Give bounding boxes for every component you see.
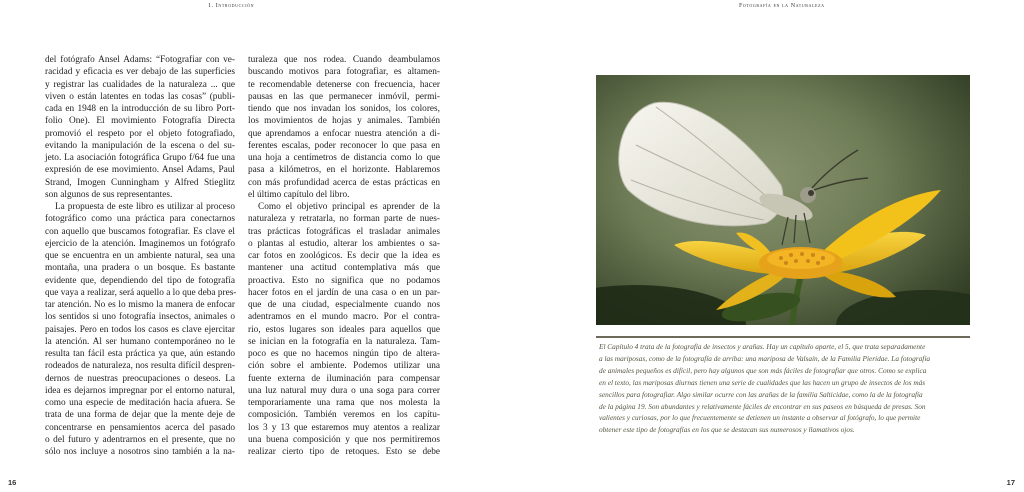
right-page	[512, 0, 1024, 492]
text-line: composición. También veremos en los capítu-	[248, 410, 440, 421]
page-number-right: 17	[1006, 478, 1015, 487]
text-line: ción sobre el ambiente. Podemos utilizar una	[248, 361, 440, 372]
butterfly-photo	[596, 75, 970, 325]
text-line: poco es que no hacemos ningún tipo de altera-	[248, 349, 440, 359]
text-line: la atención. Al ser humano contemporáneo no le	[45, 336, 235, 347]
text-line: turaleza que nos rodea. Cuando deambulamos	[248, 55, 440, 65]
text-line: tar atención. No es lo mismo la manera de enfocar	[45, 300, 235, 310]
running-head-left: 1. Introducción	[208, 3, 255, 9]
text-line: fuente externa de iluminación para compensar	[248, 373, 440, 384]
text-line: mantener una actitud contemplativa más que	[248, 263, 440, 274]
text-line: tiendo que nos invadan los sonidos, los colores,	[248, 104, 440, 114]
text-line: tras prácticas fotográficas el trasladar animales	[248, 226, 440, 237]
text-line: hacer fotos en el jardín de una casa o en un par-	[248, 287, 440, 298]
text-line: resulta tan fácil esta práctica ya que, aún estando	[45, 349, 235, 359]
text-line: temporariamente una rama que nos molesta la	[248, 398, 440, 408]
text-line: montaña, una pradera o un bosque. Es bastante	[45, 263, 235, 274]
text-line: sólo nos incluye a nosotros sino también a la na-	[45, 447, 235, 457]
text-line: viven o están latentes en todas las cosas” (publi-	[45, 91, 235, 102]
caption-line: de la página 19. Son abundantes y relativamente fáciles de encontrar en sus paseos en búsqueda de presas. Son	[599, 401, 926, 411]
text-line: como una especie de meditación hacia afuera. Se	[45, 398, 235, 408]
text-line: los 3 y 13 que estaremos muy atentos a realizar	[248, 422, 440, 433]
text-line: son algunos de sus representantes.	[45, 189, 173, 200]
butterfly-on-yellow-flower-photo-icon	[596, 75, 970, 325]
text-line: que se encuentra en un ambiente natural, sea una	[45, 251, 235, 261]
text-line: rodeados de naturaleza, nos resulta difícil despren-	[45, 361, 235, 372]
caption-line: valientes y curiosas, por lo que frecuentemente se detienen un instante a observar al fotógrafo, lo que permite	[599, 413, 921, 423]
text-line: ferentes escalas, poder reconocer lo que pasa en	[248, 140, 440, 151]
text-line: cada en 1948 en la introducción de su libro Port-	[45, 104, 235, 114]
text-line: los sentidos si uno fotografía insectos, animales o	[45, 312, 235, 323]
page-number-left: 16	[8, 478, 17, 487]
text-line: rio, estos lugares son ideales para aquellos que	[248, 324, 440, 335]
text-line: pausas en las que permanecer inmóvil, permi-	[248, 91, 440, 102]
text-line: trata de una forma de dejar que la mente deje de	[45, 410, 235, 421]
caption-line: obtener este tipo de fotografías en los que se destacan sus numerosos y llamativos ojos.	[599, 425, 855, 435]
text-line: dernos de nuestras preocupaciones o deseos. La	[45, 373, 235, 384]
text-line: evitando la manipulación de la escena o del su-	[45, 140, 235, 151]
text-line: fotográfico como una práctica para conectarnos	[45, 214, 235, 225]
caption-line: en el texto, las mariposas diurnas tienen una serie de cualidades que las hacen un grupo de insectos de los más	[599, 377, 926, 387]
text-line: adentramos en el mundo macro. Por el contra-	[248, 312, 440, 323]
text-line: te recomendable detenerse con frecuencia, hacer	[248, 79, 440, 90]
text-line: con aquello que buscamos fotografiar. Es clave el	[45, 226, 235, 237]
text-line: realizar cierto tipo de retoques. Esto se debe	[248, 447, 440, 457]
text-line: idea es dejarnos impregnar por el entorno natural,	[45, 385, 235, 396]
caption-divider	[596, 336, 970, 338]
text-column-2	[248, 54, 440, 458]
text-line: Strand, Imogen Cunningham y Alfred Stieglitz	[45, 177, 235, 188]
text-line: que vaya a realizar, será aquello a lo que deba pres-	[45, 287, 237, 298]
running-head-right: Fotografía en la Naturaleza	[739, 3, 825, 9]
text-line: y registrar las cualidades de la naturaleza ... que	[45, 79, 235, 90]
text-line: o del futuro y adentrarnos en el presente, que no	[45, 434, 235, 445]
text-line: folio One). El movimiento Fotografía Directa	[45, 116, 235, 127]
text-line: del fotógrafo Ansel Adams: “Fotografiar con ve-	[45, 55, 235, 65]
caption-line: El Capítulo 4 trata de la fotografía de insectos y arañas. Hay un capítulo aparte, el 5, que trata separadamente	[599, 342, 926, 351]
text-line: con más profundidad acerca de estas prácticas en	[248, 177, 440, 188]
text-line: La propuesta de este libro es utilizar al proceso	[55, 202, 235, 212]
text-line: proactiva. Esto no significa que no podamos	[248, 275, 440, 286]
caption-line: sencillos para fotografiar. Algo similar ocurre con las arañas de la familia Salticidae, como la de la fotografía	[599, 389, 923, 399]
text-line: que aprendamos a enfocar nuestra atención a di-	[248, 128, 440, 139]
caption-line: a las mariposas, como de la fotografía de arriba: una mariposa de Valsaín, de la Familia Pieridae. La fotografía	[599, 353, 930, 363]
text-line: concentrarse en pensamientos acerca del pasado	[45, 422, 235, 433]
text-line: racidad y eficacia es ver debajo de las superficies	[45, 67, 235, 78]
photo-caption	[599, 341, 969, 436]
text-line: una buena composición y que nos permitiremos	[248, 434, 440, 445]
text-line: o plantas al estudio, alterar los ambientes o sa-	[248, 238, 440, 249]
text-line: se inician en la fotografía en la naturaleza. Tam-	[248, 336, 440, 347]
text-line: buscando motivos para fotografiar, es altamen-	[248, 67, 440, 78]
text-line: los movimientos de hojas y animales. También	[248, 116, 440, 127]
caption-line: de animales pequeños es difícil, pero hay algunos que son más fáciles de fotografiar que otros. Como se explica	[599, 365, 927, 375]
text-line: una luz natural muy dura o una soga para correr	[248, 385, 440, 396]
text-line: naturaleza y retratarla, no forman parte de nues-	[248, 214, 440, 225]
text-line: promovió el respeto por el objeto fotografiado,	[45, 128, 235, 139]
text-line: ejercicio de la atención. Imaginemos un fotógrafo	[45, 238, 235, 249]
text-line: jeto. La asociación fotográfica Grupo f/64 fue una	[45, 153, 235, 163]
text-line: evidente que, dependiendo del tipo de fotografía	[45, 275, 235, 286]
text-line: expresión de ese movimiento. Ansel Adams, Paul	[45, 165, 235, 176]
text-line: paisajes. Pero en todos los casos es clave ejercitar	[45, 324, 235, 335]
text-column-1	[45, 54, 235, 458]
text-line: pasa a kilómetros, en el horizonte. Hablaremos	[248, 165, 440, 176]
text-line: una hoja a centímetros de distancia como lo que	[248, 153, 440, 163]
text-line: que de una ciudad, especialmente cuando nos	[248, 300, 440, 310]
text-line: el último capítulo del libro.	[248, 189, 350, 200]
text-line: Como el objetivo principal es aprender de la	[258, 202, 440, 212]
text-line: car fotos en zoológicos. Es decir que la idea es	[248, 251, 440, 261]
